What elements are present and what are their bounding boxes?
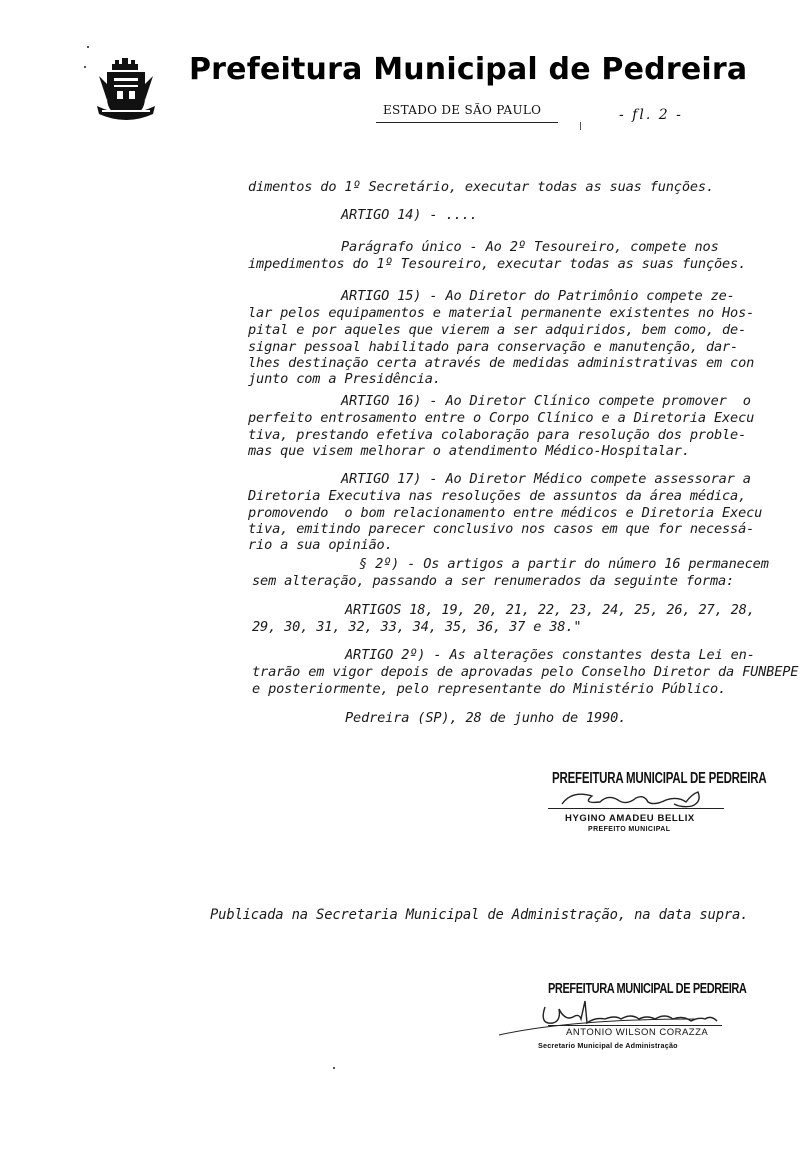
body-line: ARTIGO 17) - Ao Diretor Médico compete assessorar a — [341, 471, 751, 487]
mayor-signature-line — [548, 808, 724, 809]
body-line: § 2º) - Os artigos a partir do número 16 permanecem — [359, 556, 769, 572]
body-line: ARTIGO 2º) - As alterações constantes desta Lei en- — [345, 647, 755, 663]
secretary-stamp-heading: PREFEITURA MUNICIPAL DE PEDREIRA — [548, 981, 747, 998]
body-line: ARTIGO 15) - Ao Diretor do Patrimônio compete ze- — [341, 288, 735, 304]
secretary-name: ANTONIO WILSON CORAZZA — [566, 1027, 709, 1038]
body-line: lhes destinação certa através de medidas administrativas em con — [248, 355, 755, 371]
body-line: Pedreira (SP), 28 de junho de 1990. — [345, 710, 627, 726]
scan-speck — [580, 122, 581, 130]
body-line: promovendo o bom relacionamento entre médicos e Diretoria Execu — [248, 505, 763, 521]
body-line: Diretoria Executiva nas resoluções de assuntos da área médica, — [248, 488, 747, 504]
body-line: 29, 30, 31, 32, 33, 34, 35, 36, 37 e 38." — [252, 619, 582, 635]
body-line: sem alteração, passando a ser renumerados da seguinte forma: — [252, 573, 735, 589]
body-line: tiva, emitindo parecer conclusivo nos casos em que for necessá- — [248, 521, 755, 537]
publication-note: Publicada na Secretaria Municipal de Administração, na data supra. — [210, 907, 749, 923]
body-line: signar pessoal habilitado para conservação e manutenção, dar- — [248, 339, 739, 355]
mayor-handwritten-signature — [552, 786, 722, 816]
body-line: tiva, prestando efetiva colaboração para resolução dos proble- — [248, 427, 747, 443]
body-line: ARTIGOS 18, 19, 20, 21, 22, 23, 24, 25, 26, 27, 28, — [345, 602, 755, 618]
body-line: Parágrafo único - Ao 2º Tesoureiro, compete nos — [341, 239, 719, 255]
mayor-name: HYGINO AMADEU BELLIX — [565, 813, 695, 824]
body-line: ARTIGO 16) - Ao Diretor Clínico compete promover o — [341, 393, 751, 409]
state-underline — [376, 122, 558, 123]
body-line: junto com a Presidência. — [248, 371, 441, 387]
body-line: pital e por aqueles que vierem a ser adquiridos, bem como, de- — [248, 322, 747, 338]
secretary-role: Secretario Municipal de Administração — [538, 1041, 678, 1050]
coat-of-arms-icon — [97, 58, 155, 124]
page-folio: - fl. 2 - — [619, 107, 683, 123]
body-line: lar pelos equipamentos e material permanente existentes no Hos- — [248, 305, 755, 321]
body-line: impedimentos do 1º Tesoureiro, executar todas as suas funções. — [248, 256, 747, 272]
scan-speck — [333, 1067, 335, 1069]
scan-speck — [87, 46, 89, 48]
body-line: e posteriormente, pelo representante do Ministério Público. — [252, 681, 727, 697]
mayor-stamp-heading: PREFEITURA MUNICIPAL DE PEDREIRA — [552, 771, 767, 788]
municipality-title: Prefeitura Municipal de Pedreira — [189, 52, 748, 87]
scan-speck — [84, 66, 86, 68]
state-label: ESTADO DE SÃO PAULO — [383, 103, 542, 117]
body-line: dimentos do 1º Secretário, executar todas as suas funções. — [248, 179, 714, 195]
body-line: rio a sua opinião. — [248, 537, 393, 553]
secretary-signature-line — [548, 1025, 722, 1026]
mayor-role: PREFEITO MUNICIPAL — [588, 826, 671, 833]
body-line: perfeito entrosamento entre o Corpo Clínico e a Diretoria Execu — [248, 410, 755, 426]
body-line: ARTIGO 14) - .... — [341, 207, 478, 223]
body-line: mas que visem melhorar o atendimento Médico-Hospitalar. — [248, 443, 690, 459]
body-line: trarão em vigor depois de aprovadas pelo Conselho Diretor da FUNBEPE — [252, 664, 799, 680]
